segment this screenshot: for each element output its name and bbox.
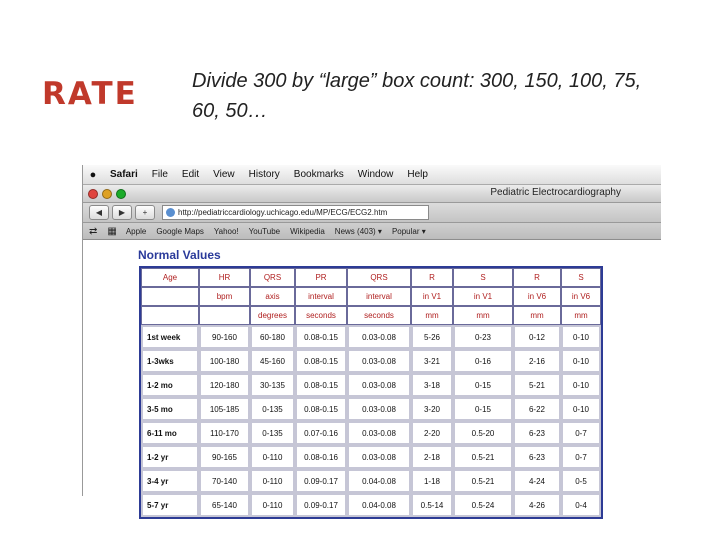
add-bookmark-button[interactable]: +: [135, 205, 155, 220]
table-header-row: [141, 287, 601, 306]
close-window-icon[interactable]: [88, 189, 98, 199]
table-cell: 0.09-0.17: [295, 469, 347, 493]
bookmark-google-maps[interactable]: Google Maps: [156, 226, 204, 236]
table-cell: 45-160: [250, 349, 295, 373]
table-header-cell: [141, 306, 199, 325]
browser-toolbar: [83, 203, 661, 223]
table-header-cell: R: [411, 268, 453, 287]
table-cell: 0-110: [250, 493, 295, 517]
table-cell: 0.04-0.08: [347, 469, 411, 493]
back-button[interactable]: ◀: [89, 205, 109, 220]
table-header-cell: HR: [199, 268, 250, 287]
table-cell: 0.08-0.15: [295, 325, 347, 349]
table-cell: 0-135: [250, 397, 295, 421]
table-cell: 0.09-0.17: [295, 493, 347, 517]
grid-icon[interactable]: ▦: [107, 225, 117, 237]
table-cell: 0.04-0.08: [347, 493, 411, 517]
table-row: [141, 325, 601, 349]
table-cell: 65-140: [199, 493, 250, 517]
table-header-cell: degrees: [250, 306, 295, 325]
table-cell: 0.5-24: [453, 493, 513, 517]
table-cell: 6-11 mo: [141, 421, 199, 445]
normal-values-table: [139, 266, 603, 519]
window-titlebar: [83, 185, 661, 203]
table-cell: 5-21: [513, 373, 561, 397]
menu-bookmarks[interactable]: Bookmarks: [293, 169, 344, 180]
table-cell: 3-4 yr: [141, 469, 199, 493]
menu-view[interactable]: View: [213, 169, 235, 180]
table-header-cell: seconds: [347, 306, 411, 325]
table-header-cell: in V6: [561, 287, 601, 306]
table-cell: 0.08-0.15: [295, 373, 347, 397]
table-cell: 0.5-21: [453, 445, 513, 469]
table-cell: 0.5-21: [453, 469, 513, 493]
menu-edit[interactable]: Edit: [181, 169, 200, 180]
menu-help[interactable]: Help: [407, 169, 428, 180]
table-cell: 30-135: [250, 373, 295, 397]
table-cell: 0-10: [561, 397, 601, 421]
table-row: [141, 445, 601, 469]
table-cell: 1st week: [141, 325, 199, 349]
table-cell: 0-7: [561, 445, 601, 469]
bookmark-news[interactable]: News (403) ▾: [334, 226, 382, 236]
table-header-cell: [199, 306, 250, 325]
table-header-cell: axis: [250, 287, 295, 306]
table-cell: 120-180: [199, 373, 250, 397]
page-heading: Normal Values: [138, 248, 221, 262]
slide-title: RATE: [42, 76, 138, 112]
table-cell: 0.03-0.08: [347, 421, 411, 445]
table-cell: 3-18: [411, 373, 453, 397]
table-cell: 3-21: [411, 349, 453, 373]
table-cell: 0-110: [250, 469, 295, 493]
table-cell: 0.5-14: [411, 493, 453, 517]
table-cell: 0-7: [561, 421, 601, 445]
table-cell: 0.03-0.08: [347, 445, 411, 469]
table-row: [141, 397, 601, 421]
table-cell: 2-18: [411, 445, 453, 469]
table-header-cell: QRS: [347, 268, 411, 287]
window-title: Pediatric Electrocardiography: [490, 187, 621, 198]
table-cell: 3-20: [411, 397, 453, 421]
table-cell: 1-18: [411, 469, 453, 493]
table-cell: 3-5 mo: [141, 397, 199, 421]
table-cell: 0-135: [250, 421, 295, 445]
table-cell: 105-185: [199, 397, 250, 421]
table-header-cell: QRS: [250, 268, 295, 287]
table-header-cell: mm: [453, 306, 513, 325]
table-header-cell: bpm: [199, 287, 250, 306]
table-header-cell: Age: [141, 268, 199, 287]
table-header-cell: interval: [347, 287, 411, 306]
address-bar[interactable]: [162, 205, 429, 220]
table-cell: 0-16: [453, 349, 513, 373]
globe-icon: [166, 208, 175, 217]
table-row: [141, 493, 601, 517]
browser-screenshot: [82, 165, 661, 510]
table-cell: 0.5-20: [453, 421, 513, 445]
table-cell: 0.03-0.08: [347, 349, 411, 373]
bookmark-youtube[interactable]: YouTube: [248, 226, 281, 236]
table-cell: 0-110: [250, 445, 295, 469]
slide-subtitle: Divide 300 by “large” box count: 300, 150, 100, 75, 60, 50…: [192, 70, 642, 122]
menu-window[interactable]: Window: [357, 169, 394, 180]
table-header-cell: S: [453, 268, 513, 287]
table-cell: 0-15: [453, 373, 513, 397]
table-row: [141, 421, 601, 445]
table-cell: 2-20: [411, 421, 453, 445]
table-cell: 5-7 yr: [141, 493, 199, 517]
menu-safari[interactable]: Safari: [110, 169, 138, 180]
table-header-cell: mm: [561, 306, 601, 325]
table-cell: 4-24: [513, 469, 561, 493]
table-cell: 100-180: [199, 349, 250, 373]
table-cell: 0-10: [561, 349, 601, 373]
table-header-cell: interval: [295, 287, 347, 306]
table-cell: 0-10: [561, 325, 601, 349]
table-cell: 0-5: [561, 469, 601, 493]
table-cell: 0.08-0.16: [295, 445, 347, 469]
table-cell: 0-15: [453, 397, 513, 421]
table-cell: 5-26: [411, 325, 453, 349]
table-header-cell: S: [561, 268, 601, 287]
table-header-cell: in V1: [411, 287, 453, 306]
forward-button[interactable]: ▶: [112, 205, 132, 220]
reading-list-icon[interactable]: ⇄: [89, 225, 98, 237]
table-cell: 0-23: [453, 325, 513, 349]
table-header-cell: mm: [411, 306, 453, 325]
table-header-row: [141, 268, 601, 287]
table-cell: 1-3wks: [141, 349, 199, 373]
bookmark-yahoo[interactable]: Yahoo!: [213, 226, 239, 236]
table-header-cell: [141, 287, 199, 306]
table-cell: 90-165: [199, 445, 250, 469]
table-header-cell: in V1: [453, 287, 513, 306]
menu-file[interactable]: File: [151, 169, 168, 180]
table-cell: 90-160: [199, 325, 250, 349]
table-cell: 0.07-0.16: [295, 421, 347, 445]
mac-menubar: [83, 165, 661, 185]
menu-history[interactable]: History: [248, 169, 280, 180]
minimize-window-icon[interactable]: [102, 189, 112, 199]
table-row: [141, 373, 601, 397]
bookmarks-bar: [83, 223, 661, 240]
table-header-cell: in V6: [513, 287, 561, 306]
table-header-cell: PR: [295, 268, 347, 287]
table-cell: 110-170: [199, 421, 250, 445]
table-cell: 1-2 mo: [141, 373, 199, 397]
table-cell: 0.03-0.08: [347, 397, 411, 421]
table-cell: 2-16: [513, 349, 561, 373]
table-cell: 0-4: [561, 493, 601, 517]
table-cell: 60-180: [250, 325, 295, 349]
table-cell: 1-2 yr: [141, 445, 199, 469]
table-cell: 70-140: [199, 469, 250, 493]
table-cell: 0.08-0.15: [295, 349, 347, 373]
table-header-row: [141, 306, 601, 325]
table-header-cell: seconds: [295, 306, 347, 325]
apple-menu-icon[interactable]: ●: [89, 168, 97, 181]
table-row: [141, 469, 601, 493]
url-text: http://pediatriccardiology.uchicago.edu/MP/ECG/ECG2.htm: [178, 208, 388, 217]
table-cell: 0.03-0.08: [347, 373, 411, 397]
table-cell: 0-10: [561, 373, 601, 397]
bookmark-apple[interactable]: Apple: [125, 226, 147, 236]
table-row: [141, 349, 601, 373]
bookmark-wikipedia[interactable]: Wikipedia: [290, 226, 325, 236]
table-header-cell: mm: [513, 306, 561, 325]
table-header-cell: R: [513, 268, 561, 287]
table-cell: 0.08-0.15: [295, 397, 347, 421]
table-cell: 6-22: [513, 397, 561, 421]
bookmark-popular[interactable]: Popular ▾: [391, 226, 426, 236]
table-cell: 0.03-0.08: [347, 325, 411, 349]
table-cell: 0-12: [513, 325, 561, 349]
zoom-window-icon[interactable]: [116, 189, 126, 199]
table-cell: 6-23: [513, 445, 561, 469]
table-cell: 4-26: [513, 493, 561, 517]
table-cell: 6-23: [513, 421, 561, 445]
